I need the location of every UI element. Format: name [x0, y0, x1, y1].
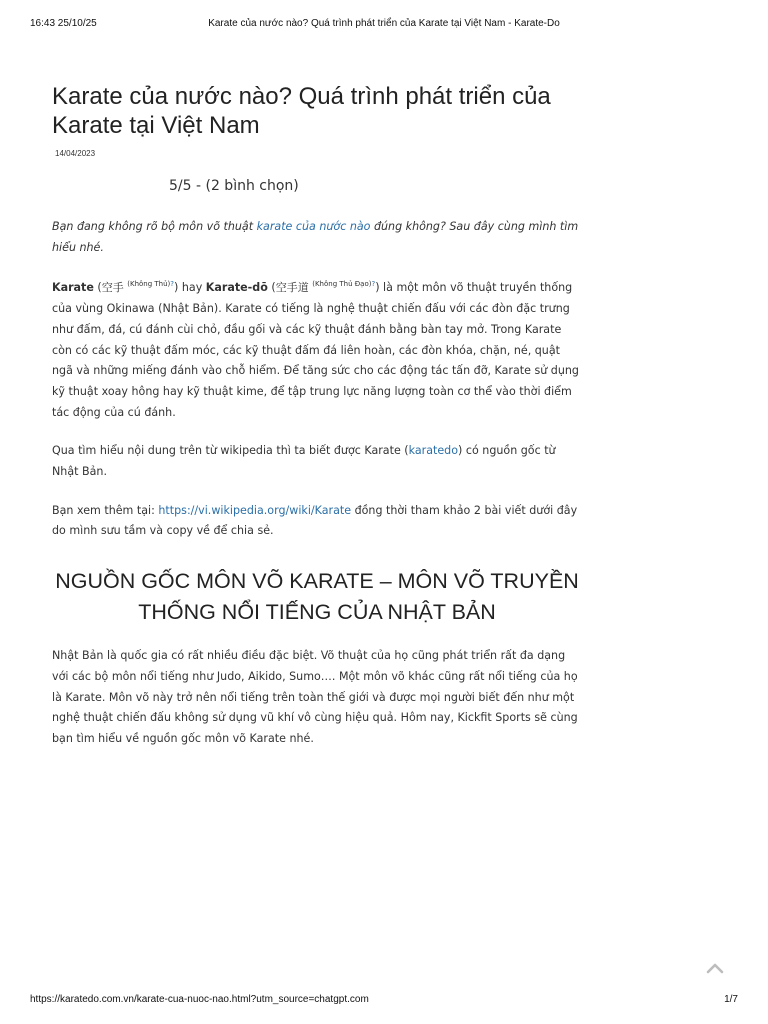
term-karate-do: Karate-dō: [205, 281, 268, 295]
origin-text-after: ) có nguồn gốc từ Nhật Bản.: [52, 444, 556, 479]
term-karate: Karate: [52, 281, 94, 295]
intro-paragraph: [52, 217, 582, 258]
japan-paragraph: Nhật Bản là quốc gia có rất nhiều điều đặc biệt. Võ thuật của họ cũng phát triển rất đa dạng với các bộ môn nổi tiếng như Judo, Aikido, Sumo…. Một môn võ khác cũng rất nổi tiếng của họ là Karate. Môn võ này trở nên nổi tiếng trên toàn thế giới và được mọi người biết đến như một nghệ thuật chiến đấu không sử dụng vũ khí vô cùng hiệu quả. Hôm nay, Kickfit Sports sẽ cùng bạn tìm hiểu về nguồn gốc môn võ Karate nhé.: [52, 649, 578, 745]
reference-text-after: đồng thời tham khảo 2 bài viết dưới đây do mình sưu tầm và copy về để chia sẻ.: [52, 503, 578, 538]
reference-text-before: Bạn xem thêm tại:: [52, 503, 159, 517]
rating-summary: 5/5 - (2 bình chọn): [169, 178, 299, 194]
intro-text-after: đúng không? Sau đây cùng mình tìm hiểu nhé.: [52, 220, 579, 254]
paren-open-2: (: [267, 281, 276, 295]
definition-text: ) là một môn võ thuật truyền thống của vùng Okinawa (Nhật Bản). Karate có tiếng là nghệ thuật chiến đấu với các đòn đặc trưng như đấm, đá, cú đánh cùi chỏ, đầu gối và các kỹ thuật đánh bằng bàn tay mở. Trong Karate còn có các kỹ thuật đấm móc, các kỹ thuật đấm đá liên hoàn, các đòn khóa, chặn, né, quật ngã và những miếng đánh vào chỗ hiểm. Để tăng sức cho các động tác tấn đỡ, Karate sử dụng kỹ thuật xoay hông hay kỹ thuật kime, để tập trung lực năng lượng toàn cơ thể vào thời điểm tác động của cú đánh.: [52, 281, 579, 419]
article: [52, 82, 582, 750]
origin-text-before: Qua tìm hiểu nội dung trên từ wikipedia thì ta biết được Karate (: [52, 444, 409, 458]
post-date: 14/04/2023: [55, 149, 96, 158]
kanji-karate-do: 空手道: [275, 281, 309, 295]
reference-paragraph: [52, 501, 582, 542]
reading-karate-do: (Không Thủ Đạo): [312, 280, 372, 289]
origin-paragraph: [52, 441, 582, 482]
print-page-number: 1/7: [724, 994, 738, 1005]
reference-link-2[interactable]: ?: [371, 280, 376, 289]
intro-text-before: Bạn đang không rõ bộ môn võ thuật: [52, 220, 257, 233]
intro-link[interactable]: karate của nước nào: [256, 220, 371, 233]
paren-open: (: [93, 281, 102, 295]
print-url: https://karatedo.com.vn/karate-cua-nuoc-nao.html?utm_source=chatgpt.com: [30, 994, 369, 1005]
section-heading: NGUỒN GỐC MÔN VÕ KARATE – MÔN VÕ TRUYỀN THỐNG NỔI TIẾNG CỦA NHẬT BẢN: [55, 569, 579, 625]
karatedo-link[interactable]: karatedo: [408, 444, 459, 458]
article-title: Karate của nước nào? Quá trình phát triển của Karate tại Việt Nam: [52, 83, 551, 139]
reading-karate: (Không Thủ): [127, 280, 171, 289]
definition-paragraph: [52, 274, 582, 423]
wikipedia-link[interactable]: https://vi.wikipedia.org/wiki/Karate: [158, 503, 352, 517]
print-datetime: 16:43 25/10/25: [30, 18, 97, 29]
kanji-karate: 空手: [101, 281, 124, 295]
reference-link-1[interactable]: ?: [170, 280, 175, 289]
text-hay: ) hay: [174, 281, 206, 295]
print-document-title: Karate của nước nào? Quá trình phát triển của Karate tại Việt Nam - Karate-Do: [208, 18, 560, 29]
chevron-up-icon[interactable]: [705, 958, 725, 978]
